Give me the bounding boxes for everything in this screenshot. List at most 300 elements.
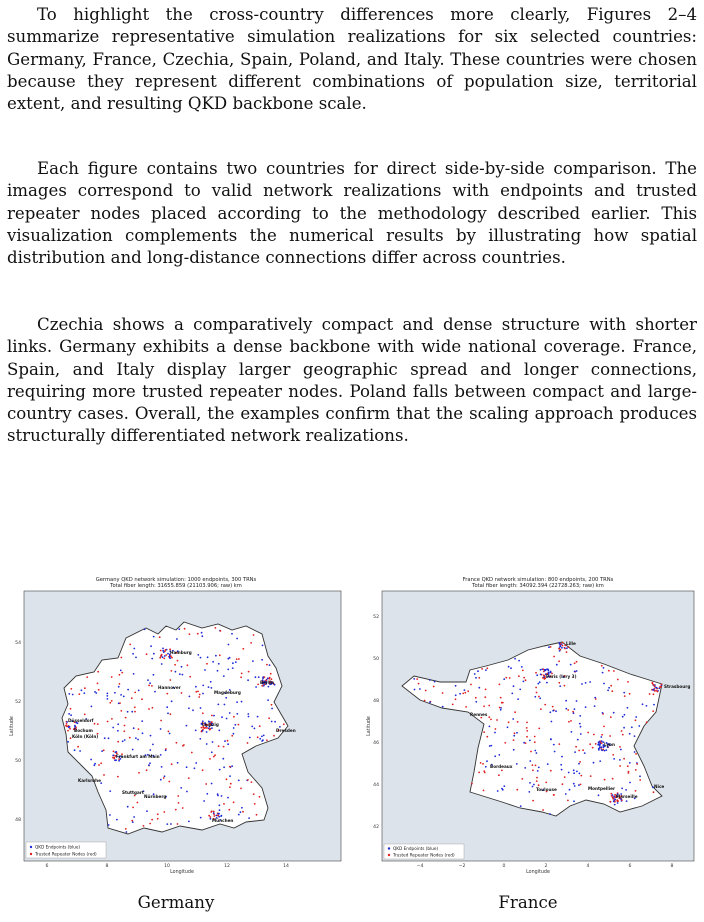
network-node	[197, 691, 199, 693]
network-node	[148, 685, 150, 687]
network-node	[600, 746, 602, 748]
network-node	[261, 736, 263, 738]
network-node	[195, 730, 197, 732]
figure-caption-france: France	[498, 893, 558, 912]
network-node	[226, 718, 228, 720]
network-node	[561, 769, 563, 771]
y-axis-label: Latitude	[10, 716, 15, 736]
network-node	[567, 709, 569, 711]
network-node	[221, 815, 223, 817]
network-node	[171, 700, 173, 702]
network-node	[486, 667, 488, 669]
network-node	[442, 692, 444, 694]
network-node	[211, 783, 213, 785]
network-node	[134, 706, 136, 708]
network-node	[101, 750, 103, 752]
network-node	[202, 730, 204, 732]
network-node	[199, 738, 201, 740]
network-node	[132, 807, 134, 809]
paragraph-2: Each figure contains two countries for direct side-by-side comparison. The images correspond to valid network realizations with endpoints and trusted repeater nodes placed according to the methodology described earlier. This visualization complements the numerical results by illustrating how spatial distribution and long-distance connections differ across countries.	[7, 159, 697, 268]
network-node	[131, 711, 133, 713]
network-node	[534, 741, 536, 743]
network-node	[601, 740, 603, 742]
x-tick: 6	[45, 864, 49, 869]
network-node	[621, 788, 623, 790]
network-node	[564, 776, 566, 778]
network-node	[247, 779, 249, 781]
network-node	[475, 701, 477, 703]
network-node	[227, 658, 229, 660]
network-node	[164, 775, 166, 777]
network-node	[494, 732, 496, 734]
network-node	[629, 762, 631, 764]
network-node	[536, 780, 538, 782]
network-node	[68, 726, 70, 728]
network-node	[526, 727, 528, 729]
network-node	[213, 815, 215, 817]
network-node	[550, 646, 552, 648]
network-node	[163, 811, 165, 813]
network-node	[177, 660, 179, 662]
network-node	[532, 764, 534, 766]
network-node	[566, 647, 568, 649]
network-node	[179, 673, 181, 675]
network-node	[153, 653, 155, 655]
network-node	[197, 654, 199, 656]
network-node	[603, 683, 605, 685]
network-node	[486, 736, 488, 738]
network-node	[215, 655, 217, 657]
network-node	[176, 742, 178, 744]
network-node	[165, 654, 167, 656]
network-node	[489, 745, 491, 747]
network-node	[241, 807, 243, 809]
network-node	[248, 817, 250, 819]
network-node	[137, 802, 139, 804]
network-node	[558, 682, 560, 684]
network-node	[231, 735, 233, 737]
network-node	[100, 762, 102, 764]
network-node	[424, 700, 426, 702]
network-node	[455, 685, 457, 687]
network-node	[150, 735, 152, 737]
network-node	[132, 653, 134, 655]
network-node	[593, 762, 595, 764]
network-node	[227, 740, 229, 742]
network-node	[452, 704, 454, 706]
network-node	[163, 777, 165, 779]
network-node	[189, 696, 191, 698]
network-node	[162, 648, 164, 650]
network-node	[536, 692, 538, 694]
network-node	[118, 760, 120, 762]
network-node	[562, 642, 564, 644]
network-node	[175, 671, 177, 673]
network-node	[164, 650, 166, 652]
network-node	[572, 711, 574, 713]
network-node	[620, 749, 622, 751]
network-node	[617, 800, 619, 802]
network-node	[152, 744, 154, 746]
network-node	[608, 687, 610, 689]
network-node	[134, 692, 136, 694]
network-node	[162, 656, 164, 658]
network-node	[540, 708, 542, 710]
network-node	[649, 693, 651, 695]
network-node	[635, 716, 637, 718]
network-node	[148, 764, 150, 766]
network-node	[115, 759, 117, 761]
network-node	[152, 707, 154, 709]
network-node	[211, 727, 213, 729]
network-node	[534, 750, 536, 752]
network-node	[271, 704, 273, 706]
network-node	[229, 786, 231, 788]
network-node	[124, 739, 126, 741]
x-tick: 8	[105, 864, 109, 869]
network-node	[181, 666, 183, 668]
network-node	[603, 726, 605, 728]
network-node	[84, 687, 86, 689]
network-node	[467, 690, 469, 692]
network-node	[532, 786, 534, 788]
network-node	[161, 654, 163, 656]
network-node	[68, 713, 70, 715]
city-label: Berlin	[260, 680, 274, 685]
network-node	[263, 685, 265, 687]
network-node	[614, 804, 616, 806]
network-node	[592, 747, 594, 749]
network-node	[149, 749, 151, 751]
network-node	[229, 766, 231, 768]
network-node	[629, 782, 631, 784]
city-label: Lille	[566, 641, 576, 646]
network-node	[178, 802, 180, 804]
network-node	[483, 790, 485, 792]
network-node	[659, 686, 661, 688]
network-node	[609, 801, 611, 803]
network-node	[604, 779, 606, 781]
network-node	[634, 751, 636, 753]
network-node	[528, 791, 530, 793]
network-node	[503, 678, 505, 680]
city-label: Hannover	[158, 685, 181, 690]
network-node	[607, 689, 609, 691]
network-node	[111, 718, 113, 720]
network-node	[227, 743, 229, 745]
legend-trn: Trusted Repeater Nodes (red)	[393, 852, 455, 858]
network-node	[562, 783, 564, 785]
network-node	[263, 735, 265, 737]
network-node	[220, 630, 222, 632]
network-node	[104, 737, 106, 739]
network-node	[108, 737, 110, 739]
network-node	[177, 762, 179, 764]
network-node	[120, 657, 122, 659]
network-node	[573, 783, 575, 785]
network-node	[471, 783, 473, 785]
network-node	[119, 674, 121, 676]
network-node	[559, 685, 561, 687]
network-node	[186, 766, 188, 768]
network-node	[576, 661, 578, 663]
network-node	[599, 760, 601, 762]
network-node	[601, 749, 603, 751]
network-node	[202, 693, 204, 695]
network-node	[251, 781, 253, 783]
network-node	[554, 751, 556, 753]
network-node	[138, 728, 140, 730]
network-node	[208, 686, 210, 688]
x-tick: −2	[458, 864, 466, 869]
network-node	[168, 781, 170, 783]
network-node	[133, 673, 135, 675]
network-node	[598, 749, 600, 751]
network-node	[549, 813, 551, 815]
network-node	[571, 731, 573, 733]
network-node	[151, 685, 153, 687]
network-node	[125, 828, 127, 830]
network-node	[532, 800, 534, 802]
network-node	[464, 692, 466, 694]
network-node	[562, 645, 564, 647]
network-node	[70, 688, 72, 690]
network-node	[217, 670, 219, 672]
network-node	[585, 706, 587, 708]
network-node	[167, 712, 169, 714]
network-node	[233, 727, 235, 729]
network-node	[117, 723, 119, 725]
network-node	[70, 714, 72, 716]
network-node	[114, 692, 116, 694]
network-node	[577, 739, 579, 741]
network-node	[657, 691, 659, 693]
network-node	[500, 709, 502, 711]
network-node	[574, 671, 576, 673]
network-node	[241, 701, 243, 703]
network-node	[169, 679, 171, 681]
network-node	[258, 676, 260, 678]
network-node	[117, 730, 119, 732]
network-node	[267, 699, 269, 701]
network-node	[262, 739, 264, 741]
network-node	[174, 664, 176, 666]
network-node	[205, 783, 207, 785]
network-node	[167, 653, 169, 655]
network-node	[204, 669, 206, 671]
x-axis-label: Longitude	[526, 870, 550, 875]
network-node	[202, 769, 204, 771]
network-node	[188, 777, 190, 779]
network-node	[568, 721, 570, 723]
paragraph-1: To highlight the cross-country differences more clearly, Figures 2–4 summarize representative simulation realizations for six selected countries: Germany, France, Czechia, Spain, Poland, and Italy. These countries were chosen because they represent different combinations of population size, territorial extent, and resulting QKD backbone scale.	[7, 5, 697, 114]
network-node	[526, 722, 528, 724]
network-node	[535, 687, 537, 689]
network-node	[242, 648, 244, 650]
network-node	[121, 672, 123, 674]
network-node	[508, 721, 510, 723]
network-node	[464, 689, 466, 691]
network-node	[594, 705, 596, 707]
network-node	[74, 725, 76, 727]
network-node	[107, 693, 109, 695]
network-node	[513, 739, 515, 741]
network-node	[539, 681, 541, 683]
network-node	[151, 819, 153, 821]
network-node	[135, 737, 137, 739]
network-node	[569, 789, 571, 791]
network-node	[501, 702, 503, 704]
network-node	[93, 764, 95, 766]
network-node	[579, 723, 581, 725]
network-node	[170, 823, 172, 825]
network-node	[132, 749, 134, 751]
network-node	[215, 627, 217, 629]
network-node	[612, 754, 614, 756]
network-node	[574, 751, 576, 753]
network-node	[434, 681, 436, 683]
network-node	[227, 669, 229, 671]
x-tick: 12	[224, 864, 230, 869]
network-node	[195, 762, 197, 764]
network-node	[123, 730, 125, 732]
network-node	[127, 806, 129, 808]
network-node	[574, 785, 576, 787]
network-node	[79, 750, 81, 752]
network-node	[252, 660, 254, 662]
network-node	[485, 669, 487, 671]
network-node	[141, 698, 143, 700]
network-node	[580, 733, 582, 735]
network-node	[236, 658, 238, 660]
network-node	[274, 721, 276, 723]
network-node	[570, 664, 572, 666]
network-node	[635, 790, 637, 792]
network-node	[191, 752, 193, 754]
city-label: Karlsruhe	[78, 778, 101, 783]
network-node	[488, 716, 490, 718]
network-node	[530, 751, 532, 753]
network-node	[579, 773, 581, 775]
network-node	[69, 728, 71, 730]
network-node	[98, 764, 100, 766]
network-node	[180, 787, 182, 789]
network-node	[594, 697, 596, 699]
network-node	[501, 770, 503, 772]
network-node	[589, 681, 591, 683]
network-node	[587, 732, 589, 734]
x-ticks	[417, 863, 674, 869]
network-node	[250, 642, 252, 644]
network-node	[465, 706, 467, 708]
network-node	[543, 674, 545, 676]
network-node	[206, 663, 208, 665]
y-tick: 54	[15, 641, 21, 646]
network-node	[653, 791, 655, 793]
network-node	[532, 769, 534, 771]
network-node	[257, 736, 259, 738]
network-node	[573, 772, 575, 774]
x-tick: 6	[628, 864, 632, 869]
network-node	[228, 644, 230, 646]
network-node	[200, 817, 202, 819]
network-node	[202, 712, 204, 714]
network-node	[264, 676, 266, 678]
network-node	[118, 686, 120, 688]
network-node	[518, 660, 520, 662]
city-label: Montpellier	[588, 786, 616, 791]
network-node	[619, 759, 621, 761]
network-node	[199, 694, 201, 696]
network-node	[109, 814, 111, 816]
network-node	[547, 763, 549, 765]
network-node	[629, 693, 631, 695]
network-node	[67, 730, 69, 732]
network-node	[221, 795, 223, 797]
network-node	[654, 685, 656, 687]
network-node	[178, 628, 180, 630]
network-node	[518, 675, 520, 677]
y-tick: 50	[15, 759, 21, 764]
network-node	[608, 670, 610, 672]
y-tick: 48	[15, 818, 21, 823]
network-node	[160, 779, 162, 781]
network-node	[109, 790, 111, 792]
network-node	[542, 809, 544, 811]
network-node	[582, 749, 584, 751]
network-node	[635, 719, 637, 721]
network-node	[565, 708, 567, 710]
network-node	[517, 721, 519, 723]
network-node	[578, 750, 580, 752]
network-node	[565, 700, 567, 702]
network-node	[126, 831, 128, 833]
network-node	[543, 676, 545, 678]
network-node	[233, 801, 235, 803]
network-node	[194, 767, 196, 769]
network-node	[170, 713, 172, 715]
network-node	[195, 686, 197, 688]
network-node	[537, 683, 539, 685]
network-node	[579, 761, 581, 763]
network-node	[610, 793, 612, 795]
network-node	[247, 713, 249, 715]
network-node	[602, 672, 604, 674]
network-node	[70, 708, 72, 710]
network-node	[544, 669, 546, 671]
network-node	[539, 697, 541, 699]
network-node	[118, 703, 120, 705]
network-node	[124, 725, 126, 727]
network-node	[628, 771, 630, 773]
network-node	[526, 730, 528, 732]
network-node	[84, 714, 86, 716]
network-node	[619, 765, 621, 767]
city-label: Düsseldorf	[68, 718, 94, 723]
network-node	[495, 728, 497, 730]
network-node	[498, 774, 500, 776]
network-node	[186, 791, 188, 793]
network-node	[455, 698, 457, 700]
network-node	[97, 671, 99, 673]
network-node	[213, 715, 215, 717]
network-node	[198, 696, 200, 698]
y-axis-label: Latitude	[367, 716, 372, 736]
x-tick: 14	[283, 864, 289, 869]
network-node	[504, 742, 506, 744]
network-node	[176, 638, 178, 640]
network-node	[485, 689, 487, 691]
